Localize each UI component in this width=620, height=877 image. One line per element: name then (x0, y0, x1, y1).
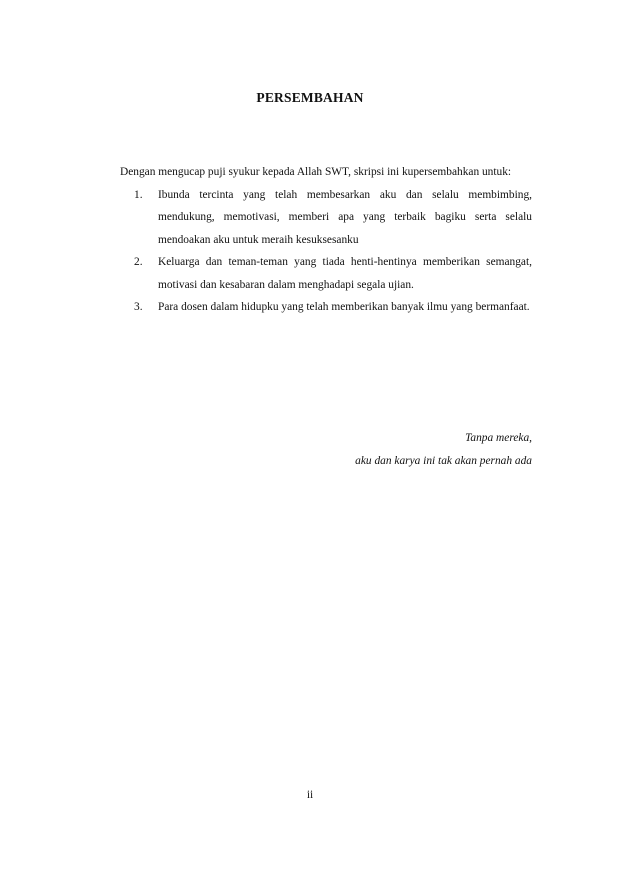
dedication-body (120, 161, 532, 319)
dedication-list (120, 184, 532, 319)
list-item (120, 296, 532, 319)
page-title: PERSEMBAHAN (256, 90, 364, 105)
list-item-text: Para dosen dalam hidupku yang telah memberikan banyak ilmu yang bermanfaat. (158, 301, 530, 313)
closing-line-1: Tanpa mereka, (465, 432, 532, 444)
list-item-text: Keluarga dan teman-teman yang tiada henti-hentinya memberikan semangat, motivasi dan kesabaran dalam menghadapi segala ujian. (158, 256, 532, 291)
list-item-number: 2. (134, 256, 143, 268)
intro-paragraph: Dengan mengucap puji syukur kepada Allah SWT, skripsi ini kupersembahkan untuk: (120, 166, 512, 178)
list-item-number: 3. (134, 301, 143, 313)
closing-line-2: aku dan karya ini tak akan pernah ada (355, 455, 532, 467)
list-item (120, 251, 532, 296)
list-item-number: 1. (134, 188, 143, 201)
page-number: ii (306, 789, 314, 801)
list-item (120, 184, 532, 252)
list-item-text: Ibunda tercinta yang telah membesarkan aku dan selalu membimbing, mendukung, memotivasi, memberi apa yang terbaik bagiku serta selalu mendoakan aku untuk meraih kesuksesanku (158, 188, 532, 246)
closing-quote (120, 427, 532, 473)
